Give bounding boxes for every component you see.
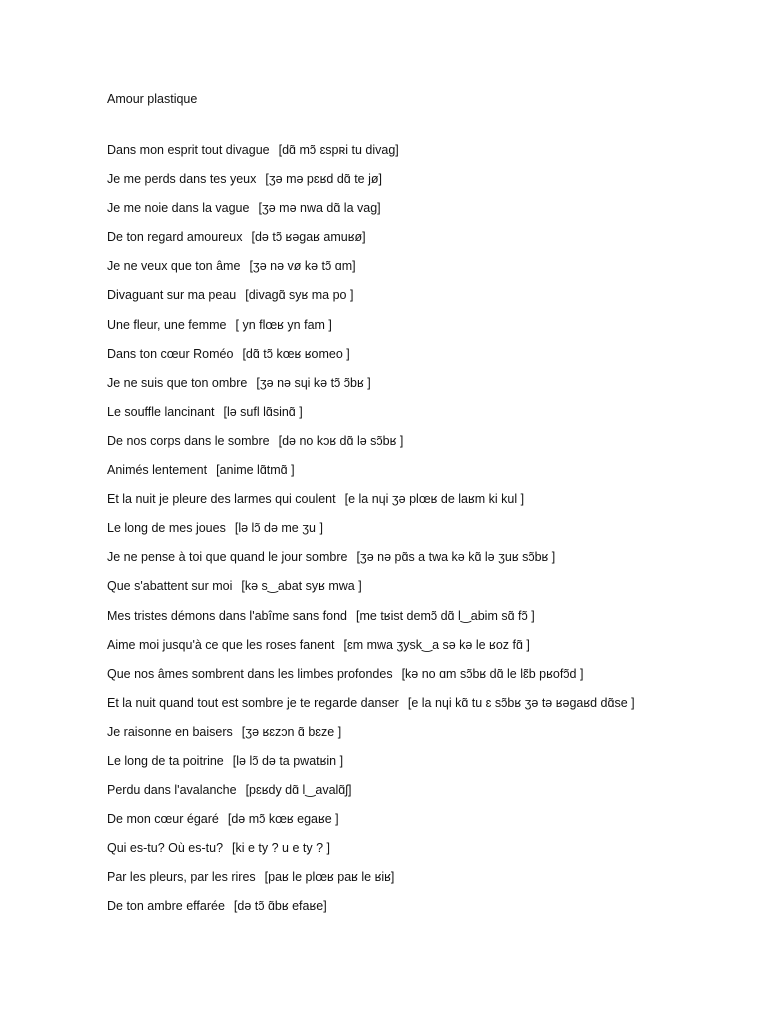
poem-title: Amour plastique — [107, 92, 198, 106]
ipa-transcription: [lə lɔ̃ də ta pwatʁin ] — [232, 753, 344, 768]
ipa-transcription: [e la nɥi kɑ̃ tu ɛ sɔ̃bʁ ʒə tə ʁəgaʁd dɑ̃se ] — [407, 695, 635, 710]
verse-text: Mes tristes démons dans l'abîme sans fond — [107, 608, 348, 623]
verse-text: Le long de ta poitrine — [107, 753, 224, 768]
verse-text: De ton ambre effarée — [107, 899, 225, 914]
ipa-transcription: [də no kɔʁ dɑ̃ lə sɔ̃bʁ ] — [278, 433, 404, 448]
verse-text: Je ne suis que ton ombre — [107, 375, 248, 390]
ipa-transcription: [ʒə nə pɑ̃s a twa kə kɑ̃ lə ʒuʁ sɔ̃bʁ ] — [356, 550, 556, 565]
verse-text: Le long de mes joues — [107, 521, 226, 536]
ipa-transcription: [pɛʁdy dɑ̃ l‿avalɑ̃ʃ] — [245, 783, 352, 798]
verse-text: Je ne pense à toi que quand le jour sombre — [107, 550, 348, 565]
poem-line — [107, 577, 757, 606]
poem-line — [107, 257, 757, 286]
poem-line — [107, 490, 757, 519]
verse-text: Divaguant sur ma peau — [107, 288, 237, 303]
poem-line — [107, 141, 757, 170]
poem-line — [107, 868, 757, 897]
poem-line — [107, 752, 757, 781]
ipa-transcription: [dɑ̃ tɔ̃ kœʁ ʁomeo ] — [242, 346, 350, 361]
ipa-transcription: [ʒə mə nwa dɑ̃ la vag] — [258, 201, 381, 216]
ipa-transcription: [dɑ̃ mɔ̃ ɛspʀi tu divag] — [278, 143, 399, 157]
poem-line — [107, 548, 757, 577]
poem-line — [107, 403, 757, 432]
poem-line — [107, 432, 757, 461]
verse-text: Que s'abattent sur moi — [107, 579, 233, 594]
ipa-transcription: [e la nɥi ʒə plœʁ de laʁm ki kul ] — [344, 492, 525, 507]
ipa-transcription: [ʒə nə vø kə tɔ̃ ɑm] — [249, 259, 356, 274]
poem-line — [107, 345, 757, 374]
poem-line — [107, 286, 757, 315]
poem-lines — [107, 141, 757, 927]
ipa-transcription: [də tɔ̃ ʁəgaʁ amuʁø] — [251, 230, 366, 245]
poem-line — [107, 519, 757, 548]
ipa-transcription: [ʒə nə sɥi kə tɔ̃ ɔ̃bʁ ] — [256, 375, 371, 390]
verse-text: Une fleur, une femme — [107, 317, 227, 332]
verse-text: Je raisonne en baisers — [107, 724, 233, 739]
verse-text: Dans mon esprit tout divague — [107, 143, 270, 157]
ipa-transcription: [paʁ le plœʁ paʁ le ʁiʁ] — [264, 870, 395, 885]
poem-line — [107, 839, 757, 868]
poem-line — [107, 607, 757, 636]
verse-text: Et la nuit je pleure des larmes qui coulent — [107, 492, 336, 507]
poem-line — [107, 636, 757, 665]
poem-line — [107, 810, 757, 839]
verse-text: Qui es-tu? Où es-tu? — [107, 841, 224, 856]
verse-text: Et la nuit quand tout est sombre je te regarde danser — [107, 695, 399, 710]
ipa-transcription: [divagɑ̃ syʁ ma po ] — [245, 288, 354, 303]
poem-line — [107, 461, 757, 490]
poem-line — [107, 665, 757, 694]
ipa-transcription: [ yn flœʁ yn fam ] — [235, 317, 332, 332]
verse-text: Le souffle lancinant — [107, 404, 215, 419]
poem-line — [107, 316, 757, 345]
ipa-transcription: [də mɔ̃ kœʁ egaʁe ] — [227, 812, 339, 827]
poem-line — [107, 723, 757, 752]
ipa-transcription: [ki e ty ? u e ty ? ] — [232, 841, 330, 856]
verse-text: Aime moi jusqu'à ce que les roses fanent — [107, 637, 335, 652]
verse-text: Animés lentement — [107, 463, 208, 478]
poem-line — [107, 170, 757, 199]
verse-text: De nos corps dans le sombre — [107, 433, 270, 448]
ipa-transcription: [lə lɔ̃ də me ʒu ] — [234, 521, 323, 536]
ipa-transcription: [ɛm mwa ʒysk‿a sə kə le ʁoz fɑ̃ ] — [343, 637, 530, 652]
poem-line — [107, 199, 757, 228]
ipa-transcription: [kə no ɑm sɔ̃bʁ dɑ̃ le lɛ̃b pʁofɔ̃d ] — [401, 666, 584, 681]
verse-text: De mon cœur égaré — [107, 812, 219, 827]
ipa-transcription: [ʒə ʁɛzɔn ɑ̃ bɛze ] — [241, 724, 342, 739]
poem-line — [107, 374, 757, 403]
poem-line — [107, 228, 757, 257]
ipa-transcription: [kə s‿abat syʁ mwa ] — [241, 579, 362, 594]
verse-text: Que nos âmes sombrent dans les limbes profondes — [107, 666, 393, 681]
ipa-transcription: [me tʁist demɔ̃ dɑ̃ l‿abim sɑ̃ fɔ̃ ] — [356, 608, 535, 623]
verse-text: Perdu dans l'avalanche — [107, 783, 237, 798]
poem-line — [107, 897, 757, 926]
poem-line — [107, 694, 757, 723]
verse-text: Je me noie dans la vague — [107, 201, 250, 216]
ipa-transcription: [lə sufl lɑ̃sinɑ̃ ] — [223, 404, 303, 419]
verse-text: Je ne veux que ton âme — [107, 259, 241, 274]
ipa-transcription: [ʒə mə pɛʁd dɑ̃ te jø] — [265, 172, 382, 187]
ipa-transcription: [anime lɑ̃tmɑ̃ ] — [216, 463, 295, 478]
poem-line — [107, 781, 757, 810]
verse-text: Je me perds dans tes yeux — [107, 172, 257, 187]
ipa-transcription: [də tɔ̃ ɑ̃bʁ efaʁe] — [233, 899, 327, 914]
verse-text: De ton regard amoureux — [107, 230, 243, 245]
verse-text: Par les pleurs, par les rires — [107, 870, 256, 885]
verse-text: Dans ton cœur Roméo — [107, 346, 234, 361]
